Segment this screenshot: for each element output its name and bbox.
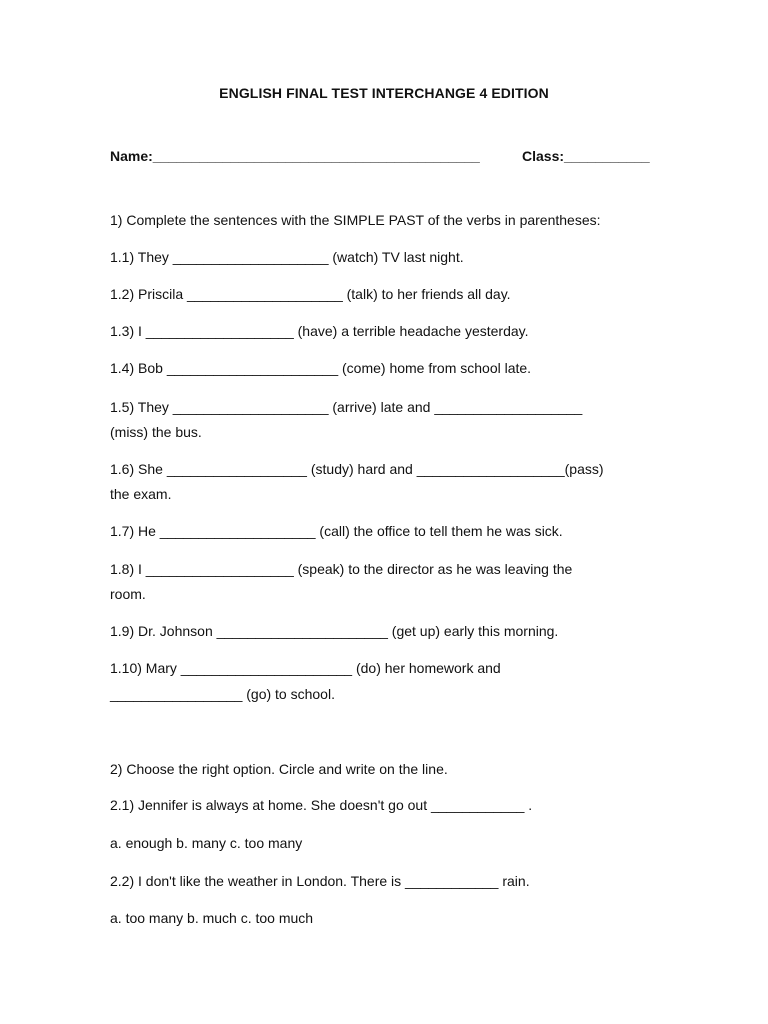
class-field: Class:___________ (522, 148, 650, 164)
exercise-item-1-6-continued: the exam. (110, 486, 172, 502)
exercise-options-2-2: a. too many b. much c. too much (110, 910, 314, 926)
name-field: Name:__________________________________________ (110, 148, 480, 164)
exercise-item-1-9: 1.9) Dr. Johnson ______________________ (get up) early this morning. (110, 623, 559, 639)
exercise-item-1-8-continued: room. (110, 586, 146, 602)
exercise-item-1-5-continued: (miss) the bus. (110, 424, 202, 440)
exercise-item-1-10: 1.10) Mary ______________________ (do) her homework and (110, 660, 501, 676)
exercise-item-2-2: 2.2) I don't like the weather in London. There is ____________ rain. (110, 873, 530, 889)
section1-instruction: 1) Complete the sentences with the SIMPLE PAST of the verbs in parentheses: (110, 212, 601, 228)
exercise-item-1-1: 1.1) They ____________________ (watch) TV last night. (110, 249, 464, 265)
exercise-item-1-2: 1.2) Priscila ____________________ (talk) to her friends all day. (110, 286, 511, 302)
exercise-item-1-3: 1.3) I ___________________ (have) a terrible headache yesterday. (110, 323, 529, 339)
exercise-item-1-6: 1.6) She __________________ (study) hard and ___________________(pass) (110, 461, 604, 477)
exercise-options-2-1: a. enough b. many c. too many (110, 835, 303, 851)
exercise-item-1-10-continued: _________________ (go) to school. (110, 686, 335, 702)
exercise-item-2-1: 2.1) Jennifer is always at home. She doesn't go out ____________ . (110, 797, 533, 813)
document-title: ENGLISH FINAL TEST INTERCHANGE 4 EDITION (219, 85, 549, 101)
exercise-item-1-8: 1.8) I ___________________ (speak) to the director as he was leaving the (110, 561, 573, 577)
exercise-item-1-7: 1.7) He ____________________ (call) the office to tell them he was sick. (110, 523, 563, 539)
exercise-item-1-5: 1.5) They ____________________ (arrive) late and ___________________ (110, 399, 583, 415)
section2-instruction: 2) Choose the right option. Circle and write on the line. (110, 761, 448, 777)
exercise-item-1-4: 1.4) Bob ______________________ (come) home from school late. (110, 360, 532, 376)
